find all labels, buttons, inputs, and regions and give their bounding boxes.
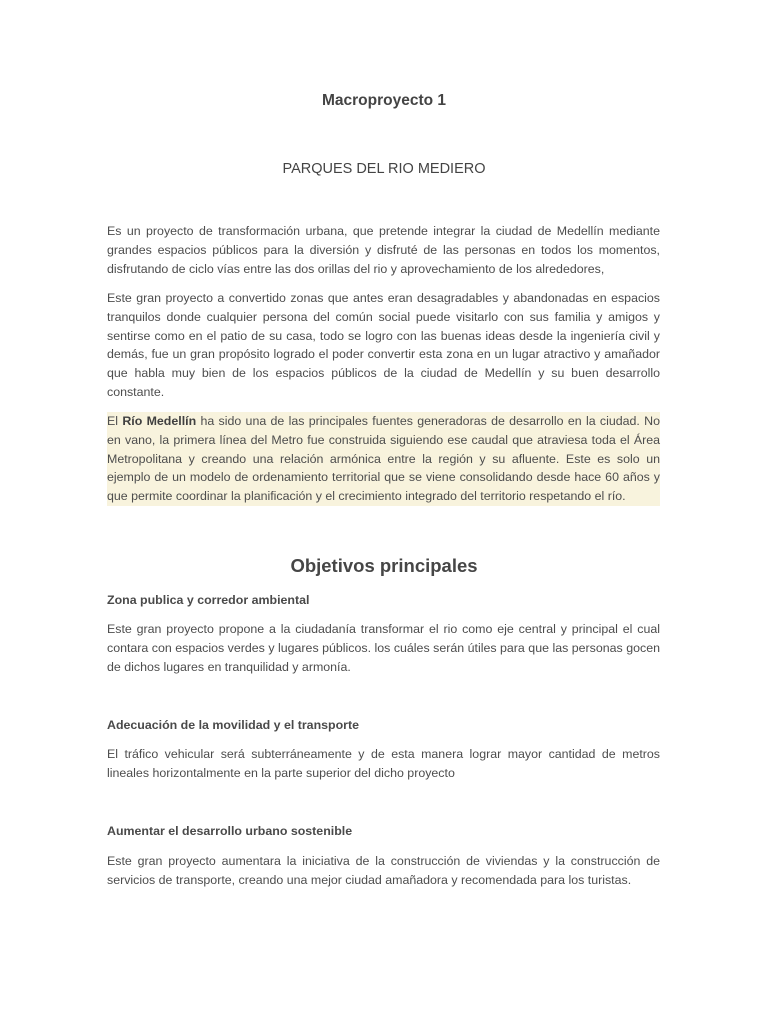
document-title: Macroproyecto 1 <box>321 92 447 109</box>
intro-paragraph-2: Este gran proyecto a convertido zonas que antes eran desagradables y abandonadas en espacios tranquilos donde cualquier persona del común social puede visitarlo con sus familia y amigos y sentirse como en el patio de su casa, todo se logro con las buenas ideas desde la ingeniería civil y demás, fue un gran propósito logrado el poder convertir esta zona en un lugar atractivo y amañador que habla muy bien de los espacios públicos de la ciudad de Medellín y su buen desarrollo constante. <box>107 291 660 399</box>
objective-text-2: El tráfico vehicular será subterráneamente y de esta manera lograr mayor cantidad de metros lineales horizontalmente en la parte superior del dicho proyecto <box>107 747 660 780</box>
objectives-heading: Objetivos principales <box>290 555 478 576</box>
objective-heading-2: Adecuación de la movilidad y el transporte <box>107 718 360 732</box>
intro-paragraph-1: Es un proyecto de transformación urbana, que pretende integrar la ciudad de Medellín mediante grandes espacios públicos para la diversión y disfruté de las personas en todos los momentos, disfrutando de ciclo vías entre las dos orillas del rio y aprovechamiento de los alrededores, <box>107 224 660 276</box>
highlight-rest: ha sido una de las principales fuentes generadoras de desarrollo en la ciudad. No en vano, la primera línea del Metro fue construida siguiendo ese caudal que atraviesa toda el Área Metropolitana y creando una relación armónica entre la región y su afluente. Este es solo un ejemplo de un modelo de ordenamiento territorial que se viene consolidando desde hace 60 años y que permite coordinar la planificación y el crecimiento integrado del territorio respetando el río. <box>107 414 660 504</box>
highlighted-paragraph <box>107 412 660 506</box>
objective-text-1: Este gran proyecto propone a la ciudadanía transformar el rio como eje central y principal el cual contara con espacios verdes y lugares públicos. los cuáles serán útiles para que las personas gocen de dichos lugares en tranquilidad y armonía. <box>107 622 660 674</box>
document-subtitle: PARQUES DEL RIO MEDIERO <box>282 161 486 177</box>
objective-heading-1: Zona publica y corredor ambiental <box>107 593 310 607</box>
objective-heading-3: Aumentar el desarrollo urbano sostenible <box>107 824 353 838</box>
highlight-bold-term: Río Medellín <box>122 414 197 428</box>
objective-text-3: Este gran proyecto aumentara la iniciativa de la construcción de viviendas y la construcción de servicios de transporte, creando una mejor ciudad amañadora y recomendada para los turistas. <box>107 854 660 887</box>
highlight-prefix: El <box>107 414 123 428</box>
